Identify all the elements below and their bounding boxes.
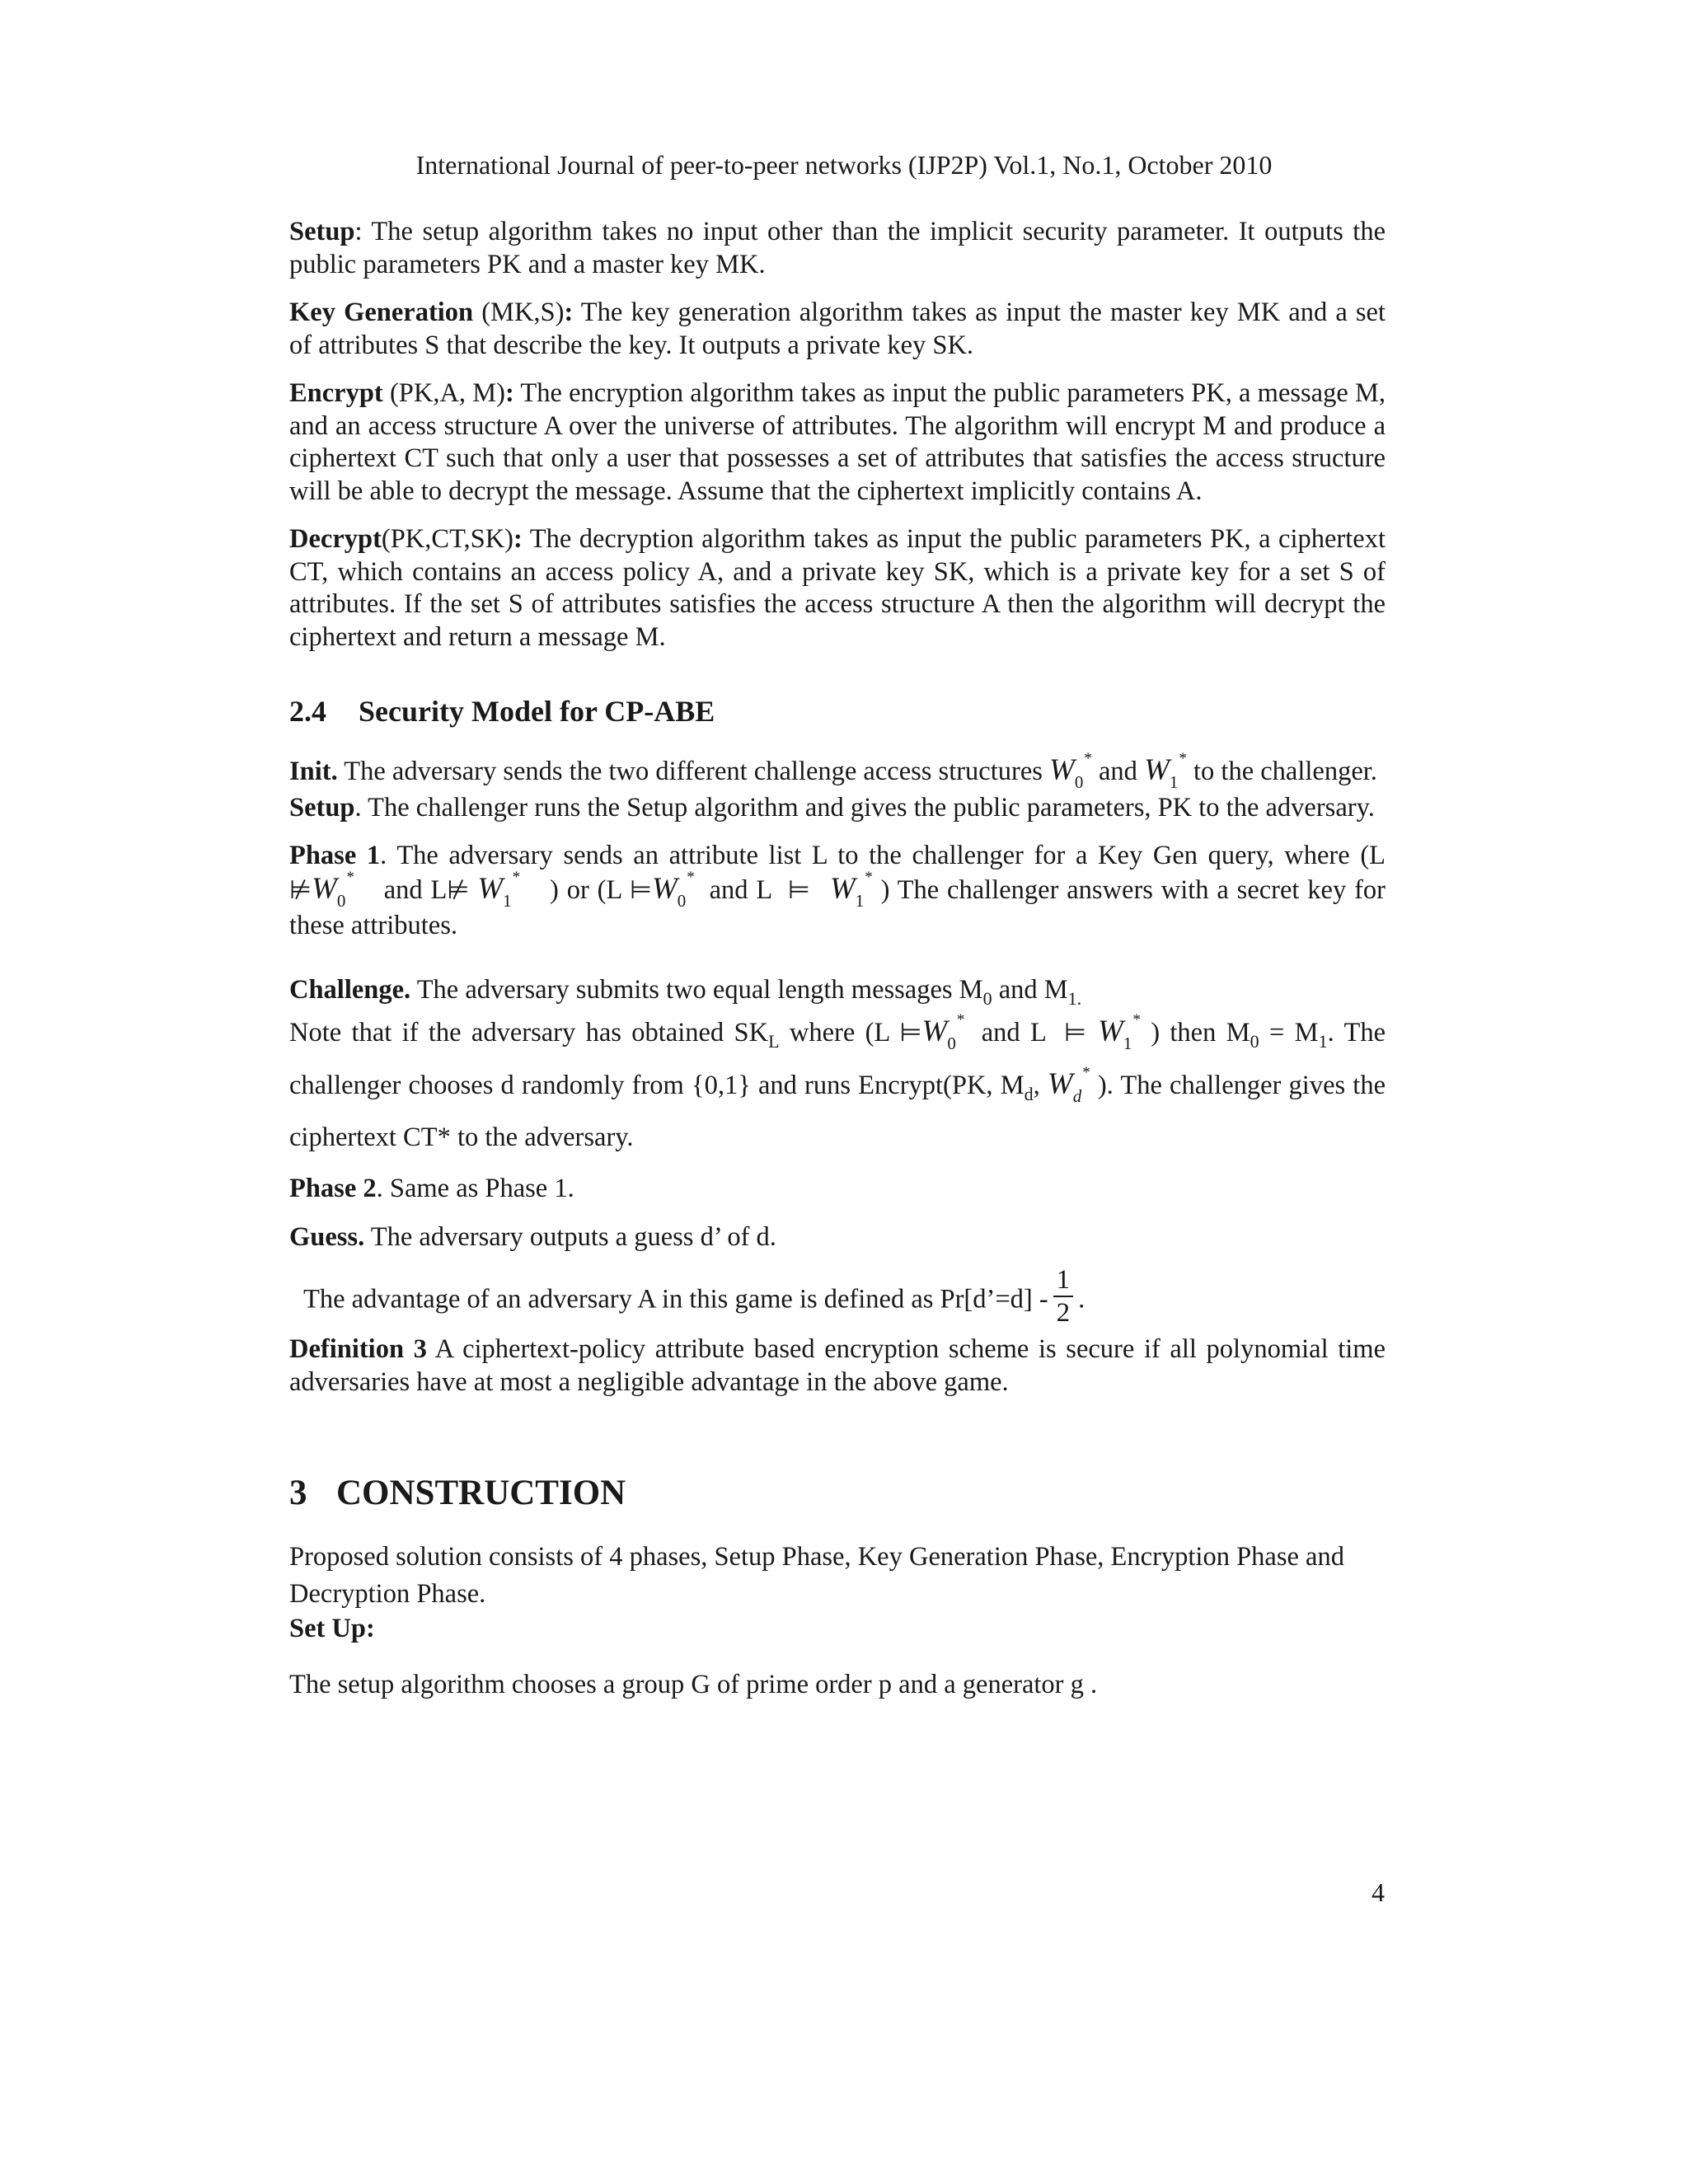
phase1-and-l: and L [375, 874, 448, 905]
math-w0-star: $W_0^*$ [651, 868, 695, 911]
setup-2-paragraph [289, 792, 1386, 825]
subscript-d: d [1024, 1084, 1034, 1104]
section-number: 2.4 [289, 695, 326, 728]
challenge-label: Challenge. [289, 974, 411, 1005]
keygen-paragraph [289, 297, 1386, 362]
construction-intro: Proposed solution consists of 4 phases, Setup Phase, Key Generation Phase, Encryption Phase and Decryption Phase. [289, 1542, 1344, 1609]
phase1-label: Phase 1 [289, 841, 381, 870]
init-and: and [1091, 757, 1145, 786]
subscript-l: L [768, 1031, 780, 1052]
not-models-symbol: ⊭ [447, 874, 470, 905]
phase1-paragraph [289, 840, 1386, 943]
advantage-text: The advantage of an adversary A in this game is defined as Pr[d’=d] - [303, 1284, 1048, 1315]
challenge-paragraph [289, 974, 1386, 1009]
guess-text: The adversary outputs a guess d’ of d. [364, 1221, 776, 1252]
note-then: ) then M [1140, 1018, 1250, 1047]
math-w1-star: $W_1^*$ [829, 868, 873, 911]
challenge-text: The adversary submits two equal length messages M [410, 974, 983, 1005]
encrypt-colon: : [504, 378, 514, 408]
init-paragraph [289, 750, 1386, 792]
keygen-args: (MK,S) [473, 298, 565, 327]
setup-2-label: Setup [289, 792, 355, 823]
phase1-text-end: ) The challenger answers with a secret key for these attributes. [289, 874, 1386, 940]
math-w1-star: $W_1^*$ [1144, 750, 1187, 792]
section-number: 3 [289, 1474, 307, 1512]
setup-text: : The setup algorithm takes no input other than the implicit security parameter. It outputs the public parameters PK and a master key MK. [289, 217, 1386, 279]
definition-paragraph [289, 1333, 1386, 1399]
init-label: Init. [289, 757, 338, 786]
subscript-1: 1. [1067, 987, 1082, 1009]
note-equals: = M [1259, 1018, 1319, 1047]
challenge-and-m: and M [992, 974, 1068, 1005]
section-2-4-heading [289, 693, 1386, 729]
phase2-label: Phase 2 [289, 1174, 377, 1203]
page-content [289, 216, 1386, 1717]
models-symbol: ⊨ [629, 874, 652, 905]
journal-header: International Journal of peer-to-peer networks (IJP2P) Vol.1, No.1, October 2010 [415, 150, 1273, 180]
setup-text: The setup algorithm chooses a group G of prime order p and a generator g . [289, 1669, 1098, 1699]
phase1-and-l2: and L [701, 874, 780, 905]
setup-2-text: . The challenger runs the Setup algorithm and gives the public parameters, PK to the adversary. [354, 792, 1375, 823]
models-symbol: ⊨ [787, 874, 810, 905]
phase2-paragraph [289, 1173, 1386, 1206]
math-w0-star: $W_0^*$ [921, 1011, 965, 1053]
models-symbol: ⊨ [899, 1018, 922, 1047]
note-where: where (L [779, 1018, 900, 1047]
encrypt-args: (PK,A, M) [382, 378, 505, 408]
page-number: 4 [1372, 1877, 1385, 1907]
math-w1-star: $W_1^*$ [477, 868, 521, 911]
math-w0-star: $W_0^*$ [1049, 750, 1092, 792]
phase2-text: . Same as Phase 1. [376, 1174, 574, 1203]
keygen-colon: : [564, 298, 574, 327]
init-text: The adversary sends the two different challenge access structures [337, 757, 1050, 786]
one-half-fraction: $\frac{1}{2}$ [1053, 1264, 1074, 1329]
keygen-label: Key Generation [289, 298, 474, 327]
note-chooses: . The challenger chooses d randomly from {0,1} and runs Encrypt(PK, M [289, 1018, 1386, 1100]
setup-heading [289, 1613, 1386, 1646]
section-3-heading [289, 1473, 1386, 1514]
guess-label: Guess. [289, 1221, 365, 1252]
setup-heading-label: Set Up: [289, 1614, 375, 1643]
note-text: Note that if the adversary has obtained SK [289, 1018, 769, 1047]
keygen-text: The key generation algorithm takes as input the master key MK and a set of attributes S that describe the key. It outputs a private key SK. [289, 298, 1386, 360]
guess-paragraph [289, 1221, 1386, 1254]
subscript-0: 0 [1250, 1031, 1259, 1052]
phase1-or-l: ) or (L [542, 874, 630, 905]
math-wd-star: $W_d^*$ [1047, 1064, 1090, 1106]
models-symbol: ⊨ [1064, 1018, 1087, 1047]
definition-text: A ciphertext-policy attribute based encryption scheme is secure if all polynomial time adversaries have at most a negligible advantage in the above game. [289, 1334, 1386, 1397]
decrypt-args: (PK,CT,SK) [381, 524, 514, 554]
decrypt-text: The decryption algorithm takes as input the public parameters PK, a ciphertext CT, which contains an access policy A, and a private key SK, which is a private key for a set S of attributes. If the set S of attributes satisfies the access structure A then the algorithm will decrypt the ciphertext and return a message M. [289, 524, 1386, 652]
encrypt-text: The encryption algorithm takes as input the public parameters PK, a message M, and an access structure A over the universe of attributes. The algorithm will encrypt M and produce a ciphertext CT such that only a user that possesses a set of attributes that satisfies the access structure will be able to decrypt the message. Assume that the ciphertext implicitly contains A. [289, 378, 1386, 506]
note-comma: , [1033, 1071, 1048, 1100]
decrypt-paragraph [289, 523, 1386, 654]
subscript-0: 0 [982, 987, 992, 1009]
phase1-text: . The adversary sends an attribute list L to the challenger for a Key Gen query, where (L [380, 841, 1386, 870]
decrypt-colon: : [513, 524, 523, 554]
init-text-end: to the challenger. [1186, 757, 1377, 786]
section-title: Security Model for CP-ABE [359, 695, 715, 728]
setup-paragraph [289, 216, 1386, 281]
section-title: CONSTRUCTION [336, 1474, 626, 1512]
not-models-symbol: ⊭ [289, 874, 312, 905]
subscript-1: 1 [1318, 1031, 1328, 1052]
math-w0-star: $W_0^*$ [312, 868, 354, 911]
note-and-l: and L [971, 1018, 1056, 1047]
advantage-end: . [1078, 1284, 1085, 1315]
encrypt-label: Encrypt [289, 378, 383, 408]
note-paragraph [289, 1008, 1386, 1161]
setup-label: Setup [289, 217, 355, 246]
math-w1-star: $W_1^*$ [1098, 1011, 1141, 1053]
note-end: ). The challenger gives the ciphertext CT* to the adversary. [289, 1071, 1386, 1152]
encrypt-paragraph [289, 377, 1386, 508]
definition-label: Definition 3 [289, 1334, 427, 1364]
decrypt-label: Decrypt [289, 524, 382, 554]
advantage-line [303, 1265, 1386, 1333]
